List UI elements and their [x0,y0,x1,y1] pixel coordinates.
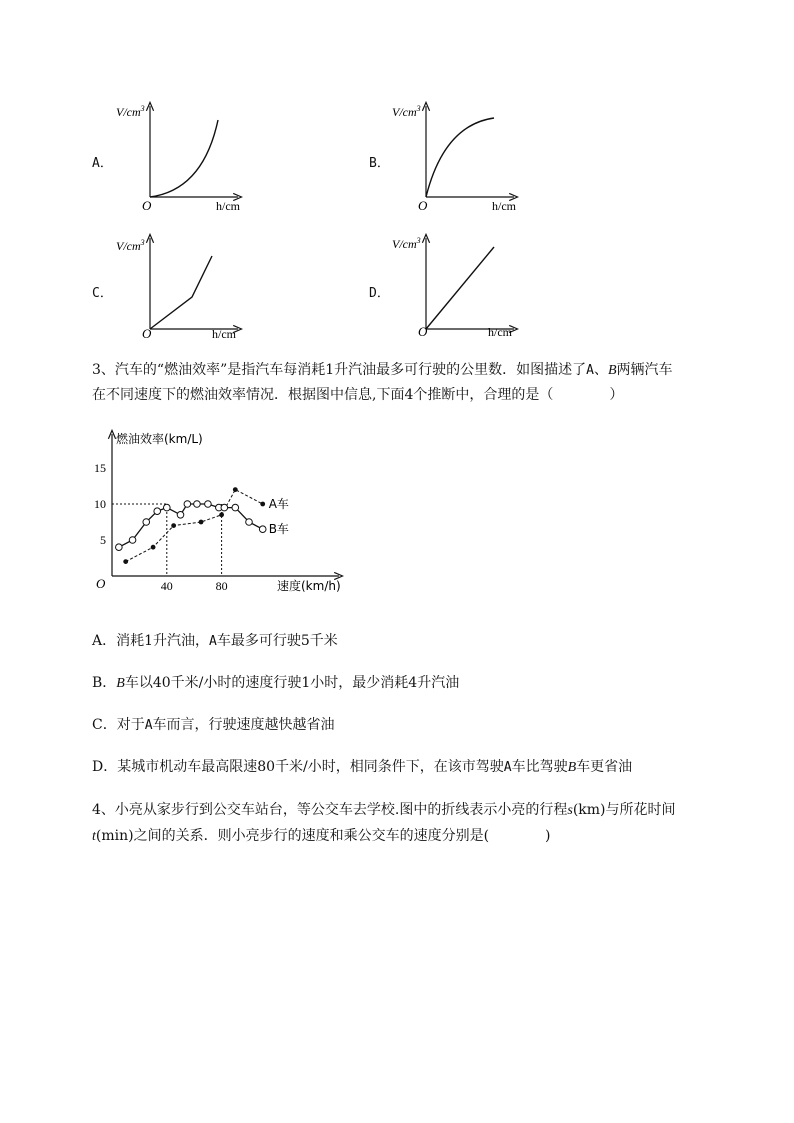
q3-option-b[interactable]: B．B车以40千米/小时的速度行驶1小时，最少消耗4升汽油 [92,675,460,691]
data-point-b [194,501,201,508]
data-point-a [219,512,224,517]
data-point-b [164,504,171,511]
origin-label: O [418,198,428,213]
series-line-b [119,504,263,547]
xlabel: h/cm [488,325,512,339]
data-point-b [246,519,253,526]
data-point-a [260,502,265,507]
series-label-b: B车 [268,522,289,537]
q3-option-a[interactable]: A．消耗1升汽油，A车最多可行驶5千米 [92,633,338,649]
data-point-b [129,537,136,544]
q4-line-2: t(min)之间的关系．则小亮步行的速度和乘公交车的速度分别是( ) [92,828,551,844]
curve-concave-down [426,118,494,197]
ylabel: $V/cm^3$ [392,104,421,119]
data-point-b [116,544,123,551]
x-tick-label: 40 [160,579,173,593]
fuel-efficiency-chart [84,428,364,600]
option-d-label: D． [369,286,390,301]
data-point-a [199,520,204,525]
option-a-label: A． [92,156,113,171]
data-point-b [232,504,239,511]
origin-label: O [142,326,152,341]
data-point-a [151,545,156,550]
data-point-b [143,519,150,526]
xlabel: h/cm [492,199,516,213]
graph-option-d [384,232,534,347]
ylabel: $V/cm^3$ [116,238,145,253]
option-b-label: B． [369,156,390,171]
graph-option-a [108,100,258,215]
data-point-b [221,504,228,511]
chart-xlabel: 速度(km/h) [277,579,341,593]
graph-option-c [108,232,258,347]
graph-option-b [384,100,534,215]
q3-line-1: 3、汽车的“燃油效率”是指汽车每消耗1升汽油最多可行驶的公里数．如图描述了A、B两辆汽车 [92,362,673,378]
piecewise-line [150,256,212,329]
origin-label: O [142,198,152,213]
data-point-b [154,508,161,515]
xlabel: h/cm [216,199,240,213]
q4-line-1: 4、小亮从家步行到公交车站台，等公交车去学校.图中的折线表示小亮的行程s(km)与所花时间 [92,802,676,818]
q3-line-2: 在不同速度下的燃油效率情况．根据图中信息,下面4个推断中，合理的是（ ） [92,387,624,403]
data-point-b [205,501,212,508]
ylabel: $V/cm^3$ [116,104,145,119]
data-point-a [123,559,128,564]
straight-line [426,247,494,329]
x-tick-label: 80 [215,579,228,593]
y-tick-label: 5 [100,533,106,547]
origin-label: O [418,324,428,339]
y-tick-label: 10 [94,497,106,511]
data-point-b [177,512,184,519]
series-label-a: A车 [268,497,289,511]
q3-option-c[interactable]: C．对于A车而言，行驶速度越快越省油 [92,717,335,733]
curve-concave-up [150,120,218,197]
xlabel: h/cm [212,327,236,341]
ylabel: $V/cm^3$ [392,236,421,251]
y-tick-label: 15 [94,461,106,475]
data-point-b [259,526,266,533]
chart-origin: O [96,576,106,591]
data-point-a [233,487,238,492]
q3-option-d[interactable]: D．某城市机动车最高限速80千米/小时，相同条件下，在该市驾驶A车比驾驶B车更省油 [92,759,633,775]
option-c-label: C． [92,286,113,301]
chart-ylabel: 燃油效率(km/L) [116,432,203,446]
data-point-a [171,523,176,528]
data-point-b [184,501,191,508]
